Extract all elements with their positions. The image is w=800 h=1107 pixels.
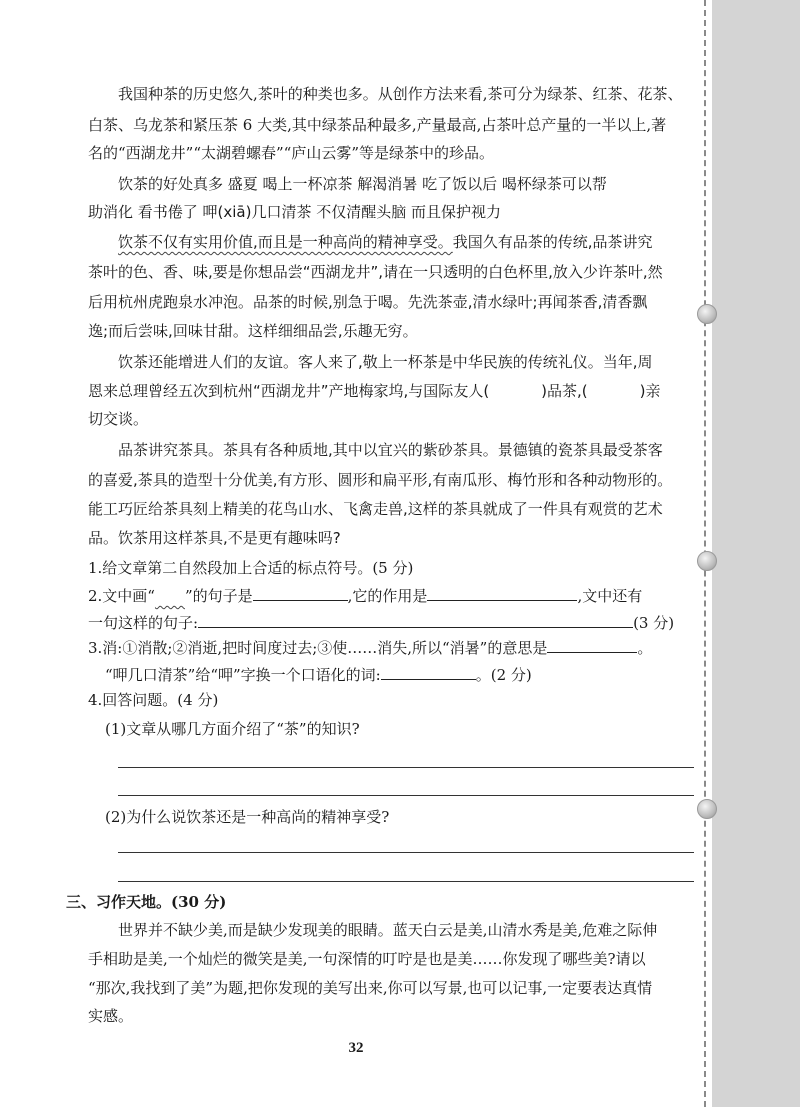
q3-answer-blank-2[interactable] [381,663,476,680]
q3-answer-blank-1[interactable] [547,636,637,653]
p5-line3: 能工巧匠给茶具刻上精美的花鸟山水、飞禽走兽,这样的茶具就成了一件具有观赏的艺术 [88,500,663,518]
binding-hole [697,304,717,324]
question-1: 1.给文章第二自然段加上合适的标点符号。(5 分) [88,559,414,577]
p4-line2: 恩来总理曾经五次到杭州“西湖龙井”产地梅家坞,与国际友人( )品茶,( )亲 [88,382,661,400]
answer-line[interactable] [118,795,694,796]
p2-line2: 助消化 看书倦了 呷(xiā)几口清茶 不仅清醒头脑 而且保护视力 [88,203,502,221]
question-2-cont: 一句这样的句子: (3 分) [88,611,674,634]
p5-line2: 的喜爱,茶具的造型十分优美,有方形、圆形和扁平形,有南瓜形、梅竹形和各种动物形的。 [88,471,673,489]
answer-line[interactable] [118,852,694,853]
q2-answer-blank-3[interactable] [198,611,633,628]
question-4: 4.回答问题。(4 分) [88,691,219,709]
p3-line4: 逸;而后尝味,回味甘甜。这样细细品尝,乐趣无穷。 [88,322,418,340]
section-3-heading: 三、习作天地。(30 分) [66,893,227,911]
answer-line[interactable] [118,881,694,882]
wavy-line-sample [155,587,185,605]
p5-line1: 品茶讲究茶具。茶具有各种质地,其中以宜兴的紫砂茶具。景德镇的瓷茶具最受茶客 [118,441,663,459]
question-4-1: (1)文章从哪几方面介绍了“茶”的知识? [105,720,360,738]
p1-line2: 白茶、乌龙茶和紧压茶 6 大类,其中绿茶品种最多,产量最高,占茶叶总产量的一半以上,著 [88,116,667,134]
binding-hole [697,799,717,819]
p3-line3: 后用杭州虎跑泉水冲泡。品茶的时候,别急于喝。先洗茶壶,清水绿叶;再闻茶香,清香飘 [88,293,648,311]
essay-prompt-line2: 手相助是美,一个灿烂的微笑是美,一句深情的叮咛是也是美……你发现了哪些美?请以 [88,950,646,968]
p3-wavy-sentence: 饮茶不仅有实用价值,而且是一种高尚的精神享受。 [118,233,453,251]
p4-line3: 切交谈。 [88,410,149,428]
p4-line1: 饮茶还能增进人们的友谊。客人来了,敬上一杯茶是中华民族的传统礼仪。当年,周 [118,353,653,371]
p5-line4: 品。饮茶用这样茶具,不是更有趣味吗? [88,529,341,547]
essay-prompt-line1: 世界并不缺少美,而是缺少发现美的眼睛。蓝天白云是美,山清水秀是美,危难之际伸 [118,921,658,939]
p1-line3: 名的“西湖龙井”“太湖碧螺春”“庐山云雾”等是绿茶中的珍品。 [88,144,495,162]
q2-answer-blank-1[interactable] [253,584,348,601]
answer-line[interactable] [118,767,694,768]
question-3b: “呷几口清茶”给“呷”字换一个口语化的词: 。(2 分) [105,663,532,686]
p2-line1: 饮茶的好处真多 盛夏 喝上一杯凉茶 解渴消暑 吃了饭以后 喝杯绿茶可以帮 [118,175,607,193]
question-2: 2.文中画“ ”的句子是 ,它的作用是 ,文中还有 [88,584,642,607]
p3-line2: 茶叶的色、香、味,要是你想品尝“西湖龙井”,请在一只透明的白色杯里,放入少许茶叶,然 [88,263,663,281]
p3-line1-rest: 我国久有品茶的传统,品茶讲究 [452,233,653,251]
essay-prompt-line4: 实感。 [88,1007,134,1025]
question-3: 3.消:①消散;②消逝,把时间度过去;③使……消失,所以“消暑”的意思是 。 [88,636,652,659]
q2-answer-blank-2[interactable] [427,584,577,601]
question-4-2: (2)为什么说饮茶还是一种高尚的精神享受? [105,808,390,826]
binding-margin [712,0,800,1107]
p3-line1 [118,231,653,253]
binding-hole [697,551,717,571]
page-number: 32 [348,1040,364,1056]
p1-line1: 我国种茶的历史悠久,茶叶的种类也多。从创作方法来看,茶可分为绿茶、红茶、花茶、 [118,85,683,103]
essay-prompt-line3: “那次,我找到了美”为题,把你发现的美写出来,你可以写景,也可以记事,一定要表达真情 [88,979,653,997]
